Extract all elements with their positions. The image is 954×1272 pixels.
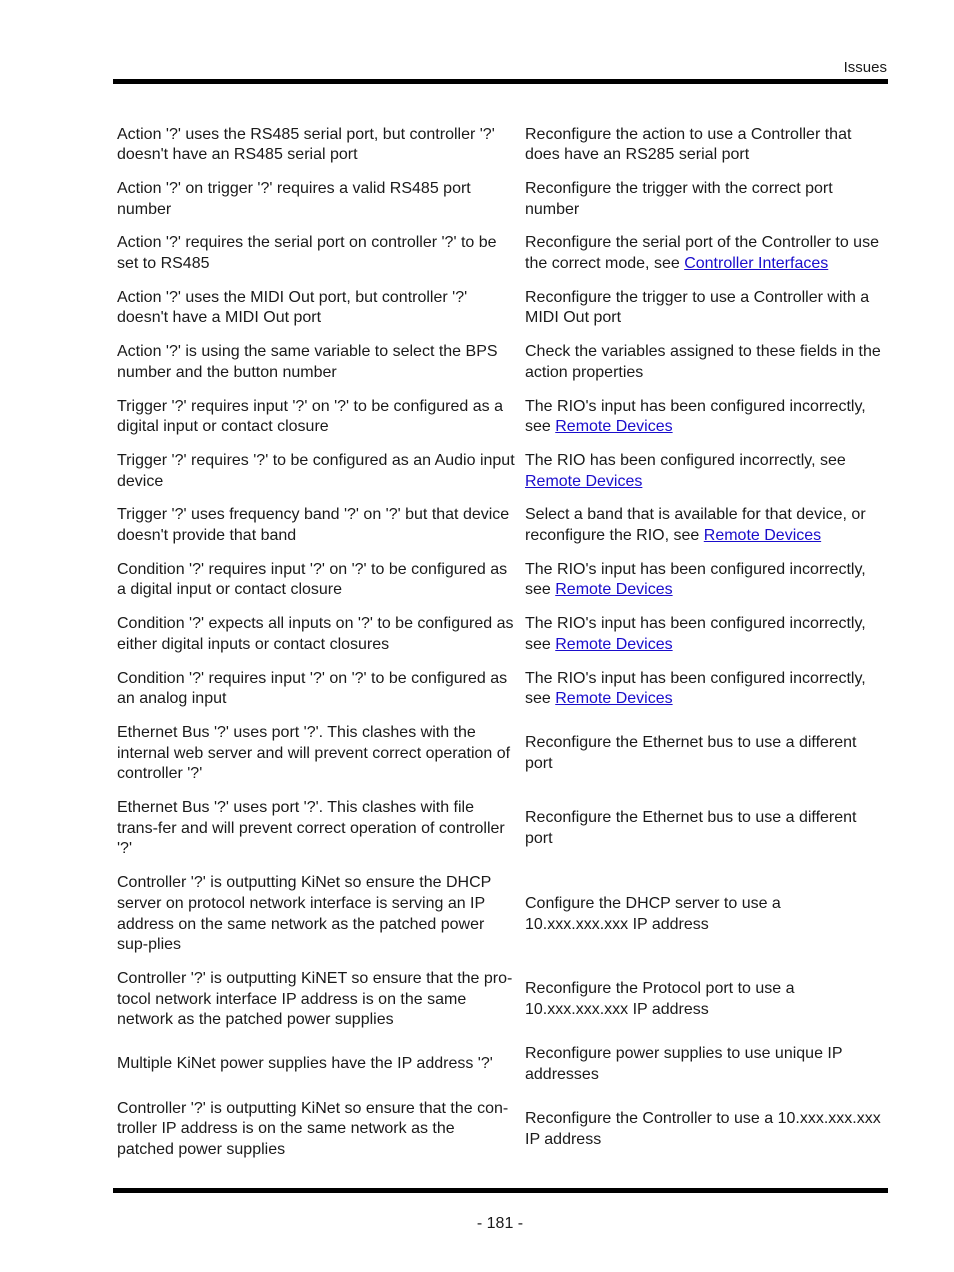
table-row (113, 867, 888, 963)
issue-cell: Condition '?' expects all inputs on '?' to be configured as either digital inputs or contact closures (117, 615, 514, 653)
issue-cell: Controller '?' is outputting KiNET so ensure that the pro-tocol network interface IP address is on the same network as the patched power supplies (117, 970, 513, 1029)
controller-interfaces-link[interactable]: Controller Interfaces (684, 255, 829, 273)
resolution-text: The RIO's input has been configured incorrectly, see (525, 615, 866, 653)
resolution-cell (519, 336, 888, 390)
table-row (113, 608, 888, 662)
remote-devices-link[interactable]: Remote Devices (703, 527, 822, 545)
resolution-cell (519, 281, 888, 335)
issue-cell: Action '?' uses the MIDI Out port, but controller '?' doesn't have a MIDI Out port (117, 288, 468, 327)
issue-cell: Controller '?' is outputting KiNet so ensure the DHCP server on protocol network interface is serving an IP address on the same network as the patched power sup-plies (117, 874, 491, 954)
resolution-cell (519, 227, 888, 281)
resolution-cell (519, 553, 888, 607)
resolution-text: Reconfigure the Ethernet bus to use a different port (525, 809, 857, 848)
resolution-text: Configure the DHCP server to use a 10.xxx.xxx.xxx IP address (525, 894, 781, 933)
issue-cell: Trigger '?' uses frequency band '?' on '?' but that device doesn't provide that band (117, 506, 510, 545)
issue-cell: Condition '?' requires input '?' on '?' to be configured as an analog input (117, 669, 508, 708)
resolution-cell (519, 444, 888, 498)
resolution-cell (519, 499, 888, 553)
resolution-cell (519, 662, 888, 716)
remote-devices-link[interactable]: Remote Devices (555, 635, 673, 653)
table-row (113, 281, 888, 335)
table-row (113, 1092, 888, 1167)
remote-devices-link[interactable]: Remote Devices (525, 472, 643, 490)
table-row (113, 118, 888, 172)
table-row (113, 499, 888, 553)
resolution-text: Reconfigure the Protocol port to use a 10.xxx.xxx.xxx IP address (525, 980, 795, 1019)
resolution-cell (519, 608, 888, 662)
issue-cell: Condition '?' requires input '?' on '?' to be configured as a digital input or contact closure (117, 560, 508, 599)
resolution-text: The RIO's input has been configured incorrectly, see (525, 560, 866, 599)
issue-cell: Action '?' on trigger '?' requires a valid RS485 port number (117, 179, 471, 218)
issue-cell: Action '?' requires the serial port on controller '?' to be set to RS485 (117, 234, 497, 273)
issue-cell: Controller '?' is outputting KiNet so ensure that the con-troller IP address is on the same network as the patched power supplies (117, 1099, 509, 1158)
resolution-text: Reconfigure the trigger with the correct port number (525, 179, 833, 218)
resolution-text: Reconfigure the Ethernet bus to use a different port (525, 734, 857, 773)
resolution-cell (519, 1092, 888, 1167)
table-row (113, 444, 888, 498)
issue-cell: Ethernet Bus '?' uses port '?'. This clashes with file trans-fer and will prevent correct operation of controller '?' (117, 799, 505, 858)
resolution-text: Reconfigure the serial port of the Controller to use the correct mode, see (525, 234, 879, 273)
issue-cell: Action '?' is using the same variable to select the BPS number and the button number (117, 343, 498, 381)
table-row (113, 716, 888, 791)
resolution-cell (519, 792, 888, 867)
resolution-cell (519, 172, 888, 226)
resolution-cell (519, 390, 888, 444)
resolution-cell (519, 716, 888, 791)
resolution-text: Reconfigure the action to use a Controller that does have an RS285 serial port (525, 125, 852, 164)
table-row (113, 662, 888, 716)
issue-cell: Multiple KiNet power supplies have the IP address '?' (117, 1055, 493, 1073)
footer-rule (113, 1188, 888, 1193)
table-row (113, 963, 888, 1038)
resolution-text: Reconfigure power supplies to use unique IP addresses (525, 1045, 843, 1083)
table-row (113, 227, 888, 281)
remote-devices-link[interactable]: Remote Devices (555, 690, 673, 708)
resolution-cell (519, 867, 888, 963)
issues-table-body (113, 118, 888, 1167)
resolution-cell (519, 118, 888, 172)
issue-cell: Trigger '?' requires '?' to be configured as an Audio input device (117, 451, 515, 490)
resolution-cell (519, 963, 888, 1038)
resolution-cell (519, 1038, 888, 1092)
table-row (113, 1038, 888, 1092)
issues-table (113, 118, 888, 1167)
table-row (113, 553, 888, 607)
table-row (113, 336, 888, 390)
issue-cell: Action '?' uses the RS485 serial port, but controller '?' doesn't have an RS485 serial port (117, 125, 495, 164)
table-row (113, 172, 888, 226)
resolution-text: Reconfigure the Controller to use a 10.xxx.xxx.xxx IP address (525, 1109, 881, 1148)
resolution-text: The RIO has been configured incorrectly, see (525, 451, 846, 469)
resolution-text: Reconfigure the trigger to use a Controller with a MIDI Out port (525, 288, 870, 327)
resolution-text: Select a band that is available for that device, or reconfigure the RIO, see (525, 506, 866, 545)
remote-devices-link[interactable]: Remote Devices (555, 418, 673, 436)
remote-devices-link[interactable]: Remote Devices (555, 581, 673, 599)
resolution-text: Check the variables assigned to these fields in the action properties (525, 343, 881, 381)
table-row (113, 390, 888, 444)
issue-cell: Trigger '?' requires input '?' on '?' to be configured as a digital input or contact closure (117, 397, 503, 436)
resolution-text: The RIO's input has been configured incorrectly, see (525, 397, 866, 436)
table-row (113, 792, 888, 867)
issue-cell: Ethernet Bus '?' uses port '?'. This clashes with the internal web server and will prevent correct operation of controller '?' (117, 723, 511, 783)
page-number: - 181 - (476, 1215, 524, 1232)
header-rule (113, 79, 888, 84)
resolution-text: The RIO's input has been configured incorrectly, see (525, 669, 866, 708)
page-header-title: Issues (843, 59, 887, 76)
